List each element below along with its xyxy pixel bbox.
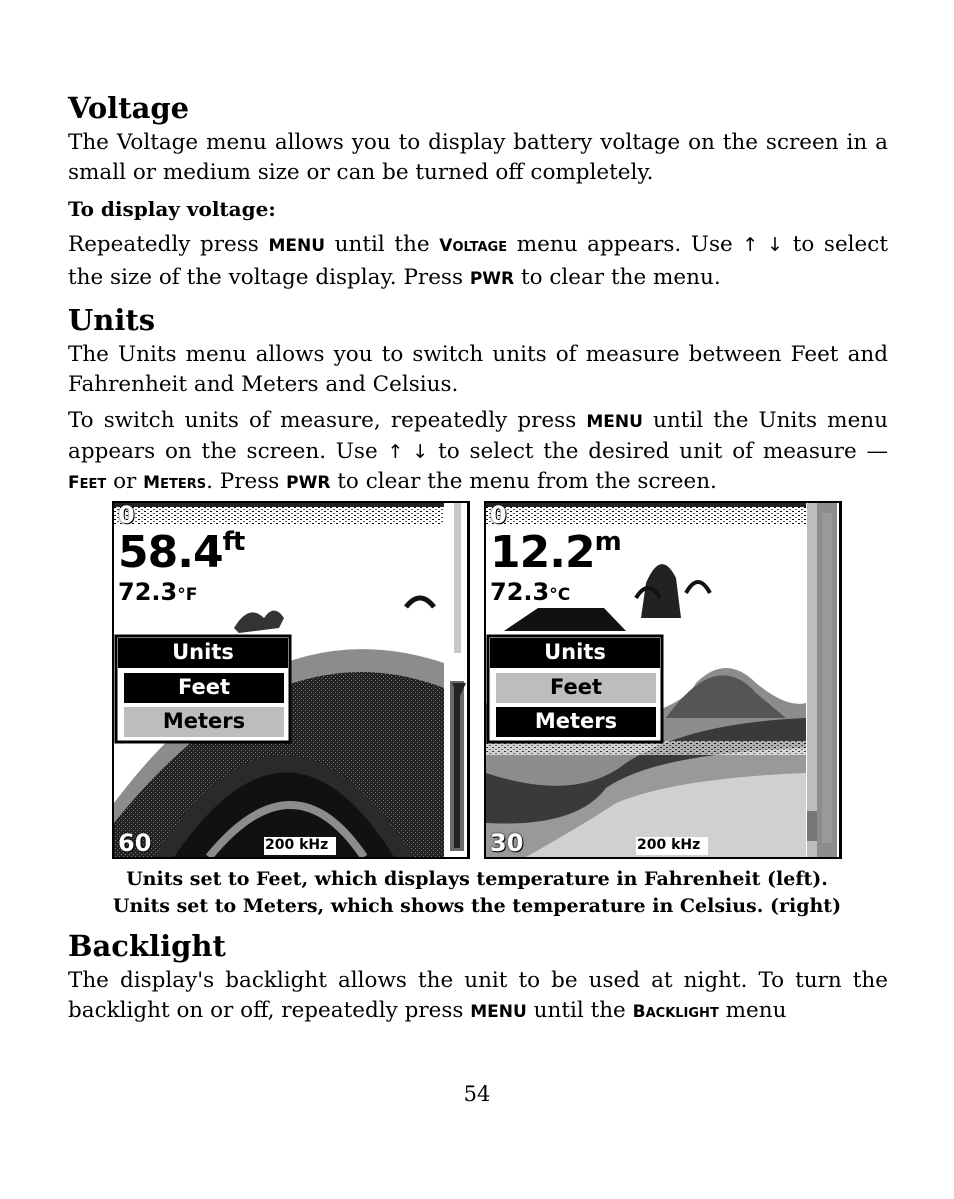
figure-caption: [0, 866, 954, 920]
meters-option-name: METERS: [143, 473, 207, 493]
units-menu-title: Units: [544, 640, 606, 664]
menu-key: MENU: [268, 236, 326, 256]
voltage-steps: Repeatedly press MENU until the VOLTAGE menu appears. Use ↑ ↓ to select the size of the voltage display. Press PWR to clear the menu.: [68, 232, 888, 290]
meters-option[interactable]: Meters: [162, 709, 246, 733]
pwr-key: PWR: [469, 269, 515, 289]
caption-line-1: Units set to Feet, which displays temperature in Fahrenheit (left).: [126, 868, 828, 890]
menu-key: MENU: [586, 412, 643, 432]
caption-line-2: Units set to Meters, which shows the temperature in Celsius. (right): [112, 895, 842, 917]
backlight-menu-name: BACKLIGHT: [632, 1002, 719, 1022]
backlight-section: [68, 926, 888, 1035]
bottom-depth-label: 30: [490, 829, 524, 857]
pwr-key: PWR: [286, 473, 331, 493]
feet-option-name: FEET: [68, 473, 107, 493]
voltage-heading: Voltage: [68, 91, 190, 125]
backlight-heading: Backlight: [68, 929, 226, 963]
page-body: [68, 88, 888, 506]
units-menu-title: Units: [172, 640, 234, 664]
sonar-screen-right: [484, 501, 842, 859]
voltage-menu-name: VOLTAGE: [439, 236, 508, 256]
meters-option[interactable]: Meters: [534, 709, 618, 733]
page-number: 54: [463, 1082, 491, 1106]
arrow-keys-icon: ↑ ↓: [742, 234, 784, 256]
menu-key: MENU: [470, 1002, 527, 1022]
units-heading: Units: [68, 303, 156, 337]
feet-option[interactable]: Feet: [177, 675, 231, 699]
frequency-label: 200 kHz: [637, 837, 701, 853]
voltage-intro: The Voltage menu allows you to display battery voltage on the screen in a small or medium size or can be turned off completely.: [68, 130, 888, 185]
temperature-readout: 72.3°F: [118, 578, 198, 606]
arrow-keys-icon: ↑ ↓: [387, 441, 429, 463]
units-intro: The Units menu allows you to switch units of measure between Feet and Fahrenheit and Meters and Celsius.: [68, 342, 888, 397]
frequency-label: 200 kHz: [265, 837, 329, 853]
depth-readout: $58.4^{ft}$: [118, 527, 245, 578]
sonar-screen-left: [112, 501, 470, 859]
top-depth-label: 0: [118, 501, 135, 529]
bottom-depth-label: 60: [118, 829, 152, 857]
sonar-screens-figure: [112, 501, 844, 859]
temperature-readout: 72.3°C: [490, 578, 571, 606]
backlight-text: The display's backlight allows the unit to be used at night. To turn the backlight on or off, repeatedly press MENU until the BACKLIGHT menu: [68, 968, 888, 1023]
units-steps: To switch units of measure, repeatedly press MENU until the Units menu appears on the screen. Use ↑ ↓ to select the desired unit of measure — FEET or METERS. Press PWR to clear the menu from the screen.: [68, 408, 888, 494]
voltage-subheading: To display voltage:: [68, 197, 276, 221]
top-depth-label: 0: [490, 501, 507, 529]
depth-readout: 12.2$^m$: [490, 527, 621, 578]
feet-option[interactable]: Feet: [549, 675, 603, 699]
